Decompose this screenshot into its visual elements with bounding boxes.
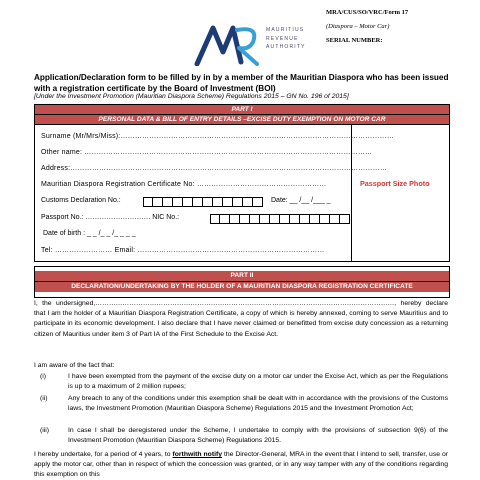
passport-photo-label: Passport Size Photo [360, 179, 430, 188]
nic-boxes[interactable] [210, 214, 350, 224]
condition-item: (i) I have been exempted from the payment of the excise duty on a motor car under the Excise Act, which as per the Regulations is up to a maximum of 2 million rupees; [40, 373, 448, 391]
part2-heading: PART II [35, 271, 449, 281]
customs-declaration-boxes[interactable] [143, 197, 263, 207]
form-subtitle: [Under the Investment Promotion (Mauritian Diaspora Scheme) Regulations 2015 – GN No. 196 of 2015] [34, 93, 349, 100]
condition-item: (ii) Any breach to any of the conditions under this exemption shall be dealt with in accordance with the provisions of the Customs laws, the Investment Promotion (Mauritian Diaspora Scheme) Regulations 2015 and the Investment Promotion Act; [40, 395, 448, 413]
registration-certificate-field[interactable]: Mauritian Diaspora Registration Certificate No: ……………………………………………… [41, 181, 327, 188]
logo-wordmark: MAURITIUS REVENUE AUTHORITY [266, 27, 306, 50]
form-ref-sub: (Diaspora – Motor Car) [326, 23, 390, 30]
serial-number-label: SERIAL NUMBER: [326, 37, 383, 44]
mra-logo-icon [193, 22, 263, 66]
dob-field[interactable]: Date of birth : _ _ /_ _ /_ _ _ _ [43, 230, 136, 237]
condition-item: (iii) In case I shall be deregistered under the Scheme, I undertake to comply with the provisions of subsection 9(6) of the Investment Promotion (Mauritian Diaspora Scheme) Regulations 2015. [40, 427, 448, 445]
declaration-paragraph: I, the undersigned,……………………………………………………………………………………………………………………, hereby declare that I am the holder of a Mauritian Diaspora Registration Certificate, a copy of which is hereby annexed, coming to serve Mauritius and to participate in its economic development. I also declare that I have never claimed or benefitted from excise duty concession as a returning citizen of Mauritius under item 3 of Part IA of the First Schedule to the Excise Act. [34, 300, 448, 338]
form-reference [326, 6, 408, 48]
part2-section [34, 266, 450, 298]
other-name-field[interactable]: Other name: ………………………………………………………………………………………………………… [41, 149, 373, 156]
forthwith-notify-emphasis: forthwith notify [172, 451, 223, 458]
date-field[interactable]: Date: __ /__ /___ _ [271, 197, 331, 204]
aware-statement: I am aware of the fact that: [34, 362, 115, 369]
form-ref-code: MRA/CUS/SO/VRC/Form 17 [326, 9, 409, 16]
passport-nic-label: Passport No.: ………………………. NIC No.: [41, 214, 180, 221]
part1-heading: PART I [35, 105, 449, 115]
passport-photo-box [352, 125, 449, 262]
surname-field[interactable]: Surname (Mr/Mrs/Miss):…………………………………………………………………………………………………… [41, 133, 395, 140]
undertaking-paragraph: I hereby undertake, for a period of 4 years, to forthwith notify the Director-General, MRA in the event that I intend to sell, transfer, use or apply the motor car, other than in respect of which the concession was granted, or in any way tamper with any of the conditions regarding this exemption on this [34, 451, 448, 479]
tel-email-field[interactable]: Tel: …………………… Email: …………………………………………………………………… [41, 247, 325, 254]
form-title: Application/Declaration form to be filled by in by a member of the Mauritian Diaspora who has been issued with a registration certificate by the Board of Investment (BOI) [34, 73, 449, 94]
part1-section [34, 104, 450, 262]
part2-subheading: DECLARATION/UNDERTAKING BY THE HOLDER OF A MAURITIAN DIASPORA REGISTRATION CERTIFICATE [35, 281, 449, 292]
part1-subheading: PERSONAL DATA & BILL OF ENTRY DETAILS –EXCISE DUTY EXEMPTION ON MOTOR CAR [35, 115, 449, 125]
address-field[interactable]: Address:…………………………………………………………………………………………………………………… [41, 165, 388, 172]
customs-declaration-label: Customs Declaration No.: [41, 197, 121, 204]
